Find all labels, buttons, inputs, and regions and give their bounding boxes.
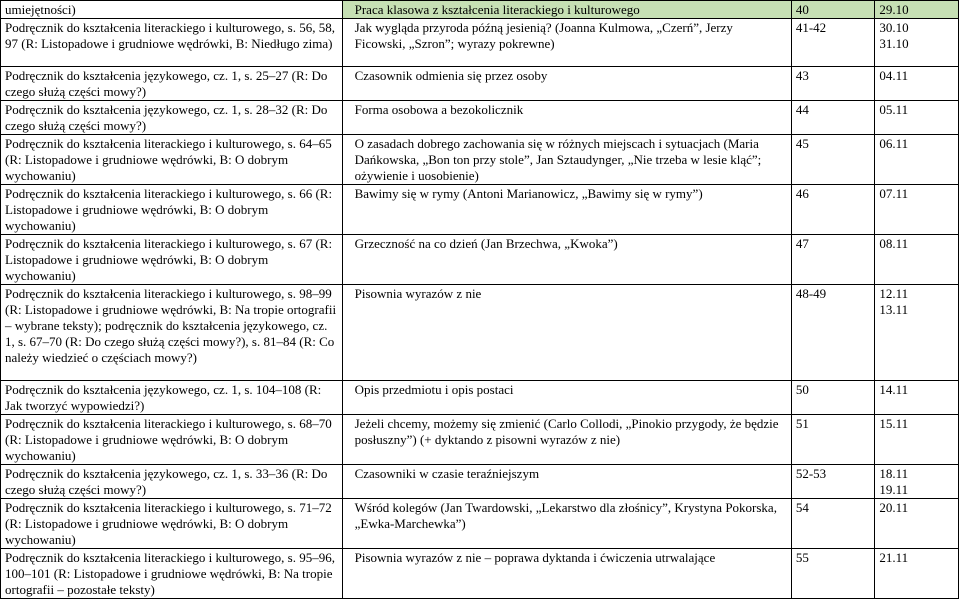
source-cell: Podręcznik do kształcenia literackiego i kulturowego, s. 71–72 (R: Listopadowe i grudniowe wędrówki, B: O dobrym wychowaniu) xyxy=(1,499,343,549)
hours-cell: 50 xyxy=(791,381,875,415)
source-cell: Podręcznik do kształcenia literackiego i kulturowego, s. 68–70 (R: Listopadowe i grudniowe wędrówki, B: O dobrym wychowaniu) xyxy=(1,415,343,465)
topic-cell: Grzeczność na co dzień (Jan Brzechwa, „Kwoka”) xyxy=(342,235,791,285)
table-row xyxy=(1,101,959,135)
topic-cell: Wśród kolegów (Jan Twardowski, „Lekarstwo dla złośnicy”, Krystyna Pokorska, „Ewka-Marchewka”) xyxy=(342,499,791,549)
source-cell: Podręcznik do kształcenia literackiego i kulturowego, s. 67 (R: Listopadowe i grudniowe wędrówki, B: O dobrym wychowaniu) xyxy=(1,235,343,285)
table-row xyxy=(1,415,959,465)
hours-cell: 52-53 xyxy=(791,465,875,499)
hours-cell: 43 xyxy=(791,67,875,101)
topic-cell: Forma osobowa a bezokolicznik xyxy=(342,101,791,135)
hours-cell: 45 xyxy=(791,135,875,185)
topic-cell: Jak wygląda przyroda późną jesienią? (Joanna Kulmowa, „Czerń”, Jerzy Ficowski, „Szron”; wyrazy pokrewne) xyxy=(342,19,791,67)
date-cell: 05.11 xyxy=(875,101,959,135)
table-row xyxy=(1,19,959,67)
date-cell: 18.11 19.11 xyxy=(875,465,959,499)
source-cell: Podręcznik do kształcenia językowego, cz. 1, s. 28–32 (R: Do czego służą części mowy?) xyxy=(1,101,343,135)
date-cell: 07.11 xyxy=(875,185,959,235)
lesson-plan-body xyxy=(1,1,959,599)
topic-cell: Czasowniki w czasie teraźniejszym xyxy=(342,465,791,499)
table-row xyxy=(1,135,959,185)
table-row xyxy=(1,381,959,415)
source-cell: Podręcznik do kształcenia literackiego i kulturowego, s. 95–96, 100–101 (R: Listopadowe i grudniowe wędrówki, B: Na tropie ortografii – pozostałe teksty) xyxy=(1,549,343,599)
table-row xyxy=(1,549,959,599)
source-cell: Podręcznik do kształcenia literackiego i kulturowego, s. 56, 58, 97 (R: Listopadowe i grudniowe wędrówki, B: Niedługo zima) xyxy=(1,19,343,67)
source-cell: Podręcznik do kształcenia językowego, cz. 1, s. 25–27 (R: Do czego służą części mowy?) xyxy=(1,67,343,101)
table-row xyxy=(1,1,959,19)
hours-cell: 40 xyxy=(791,1,875,19)
topic-cell: Jeżeli chcemy, możemy się zmienić (Carlo Collodi, „Pinokio przygody, że będzie posłuszny”) (+ dyktando z pisowni wyrazów z nie) xyxy=(342,415,791,465)
date-cell: 08.11 xyxy=(875,235,959,285)
topic-cell: Bawimy się w rymy (Antoni Marianowicz, „Bawimy się w rymy”) xyxy=(342,185,791,235)
topic-cell: Pisownia wyrazów z nie xyxy=(342,285,791,381)
table-row xyxy=(1,67,959,101)
source-cell: Podręcznik do kształcenia literackiego i kulturowego, s. 64–65 (R: Listopadowe i grudniowe wędrówki, B: O dobrym wychowaniu) xyxy=(1,135,343,185)
date-cell: 21.11 xyxy=(875,549,959,599)
date-cell: 15.11 xyxy=(875,415,959,465)
hours-cell: 54 xyxy=(791,499,875,549)
date-cell: 12.11 13.11 xyxy=(875,285,959,381)
topic-cell: Czasownik odmienia się przez osoby xyxy=(342,67,791,101)
topic-cell: Opis przedmiotu i opis postaci xyxy=(342,381,791,415)
date-cell: 29.10 xyxy=(875,1,959,19)
source-cell: Podręcznik do kształcenia językowego, cz. 1, s. 104–108 (R: Jak tworzyć wypowiedzi?) xyxy=(1,381,343,415)
date-cell: 30.10 31.10 xyxy=(875,19,959,67)
table-row xyxy=(1,285,959,381)
date-cell: 04.11 xyxy=(875,67,959,101)
topic-cell: Praca klasowa z kształcenia literackiego i kulturowego xyxy=(342,1,791,19)
table-row xyxy=(1,235,959,285)
hours-cell: 47 xyxy=(791,235,875,285)
date-cell: 14.11 xyxy=(875,381,959,415)
source-cell: umiejętności) xyxy=(1,1,343,19)
hours-cell: 46 xyxy=(791,185,875,235)
hours-cell: 44 xyxy=(791,101,875,135)
table-row xyxy=(1,465,959,499)
hours-cell: 51 xyxy=(791,415,875,465)
date-cell: 20.11 xyxy=(875,499,959,549)
hours-cell: 55 xyxy=(791,549,875,599)
date-cell: 06.11 xyxy=(875,135,959,185)
table-row xyxy=(1,499,959,549)
source-cell: Podręcznik do kształcenia literackiego i kulturowego, s. 98–99 (R: Listopadowe i grudniowe wędrówki, B: Na tropie ortografii – wybrane teksty); podręcznik do kształcenia językowego, cz. 1, s. 67–70 (R: Do czego służą części mowy?), s. 81–84 (R: Co należy wiedzieć o częściach mowy?) xyxy=(1,285,343,381)
source-cell: Podręcznik do kształcenia literackiego i kulturowego, s. 66 (R: Listopadowe i grudniowe wędrówki, B: O dobrym wychowaniu) xyxy=(1,185,343,235)
topic-cell: O zasadach dobrego zachowania się w różnych miejscach i sytuacjach (Maria Dańkowska, „Bon ton przy stole”, Jan Sztaudynger, „Nie trzeba w lesie kląć”; ożywienie i uosobienie) xyxy=(342,135,791,185)
table-row xyxy=(1,185,959,235)
topic-cell: Pisownia wyrazów z nie – poprawa dyktanda i ćwiczenia utrwalające xyxy=(342,549,791,599)
source-cell: Podręcznik do kształcenia językowego, cz. 1, s. 33–36 (R: Do czego służą części mowy?) xyxy=(1,465,343,499)
hours-cell: 48-49 xyxy=(791,285,875,381)
hours-cell: 41-42 xyxy=(791,19,875,67)
